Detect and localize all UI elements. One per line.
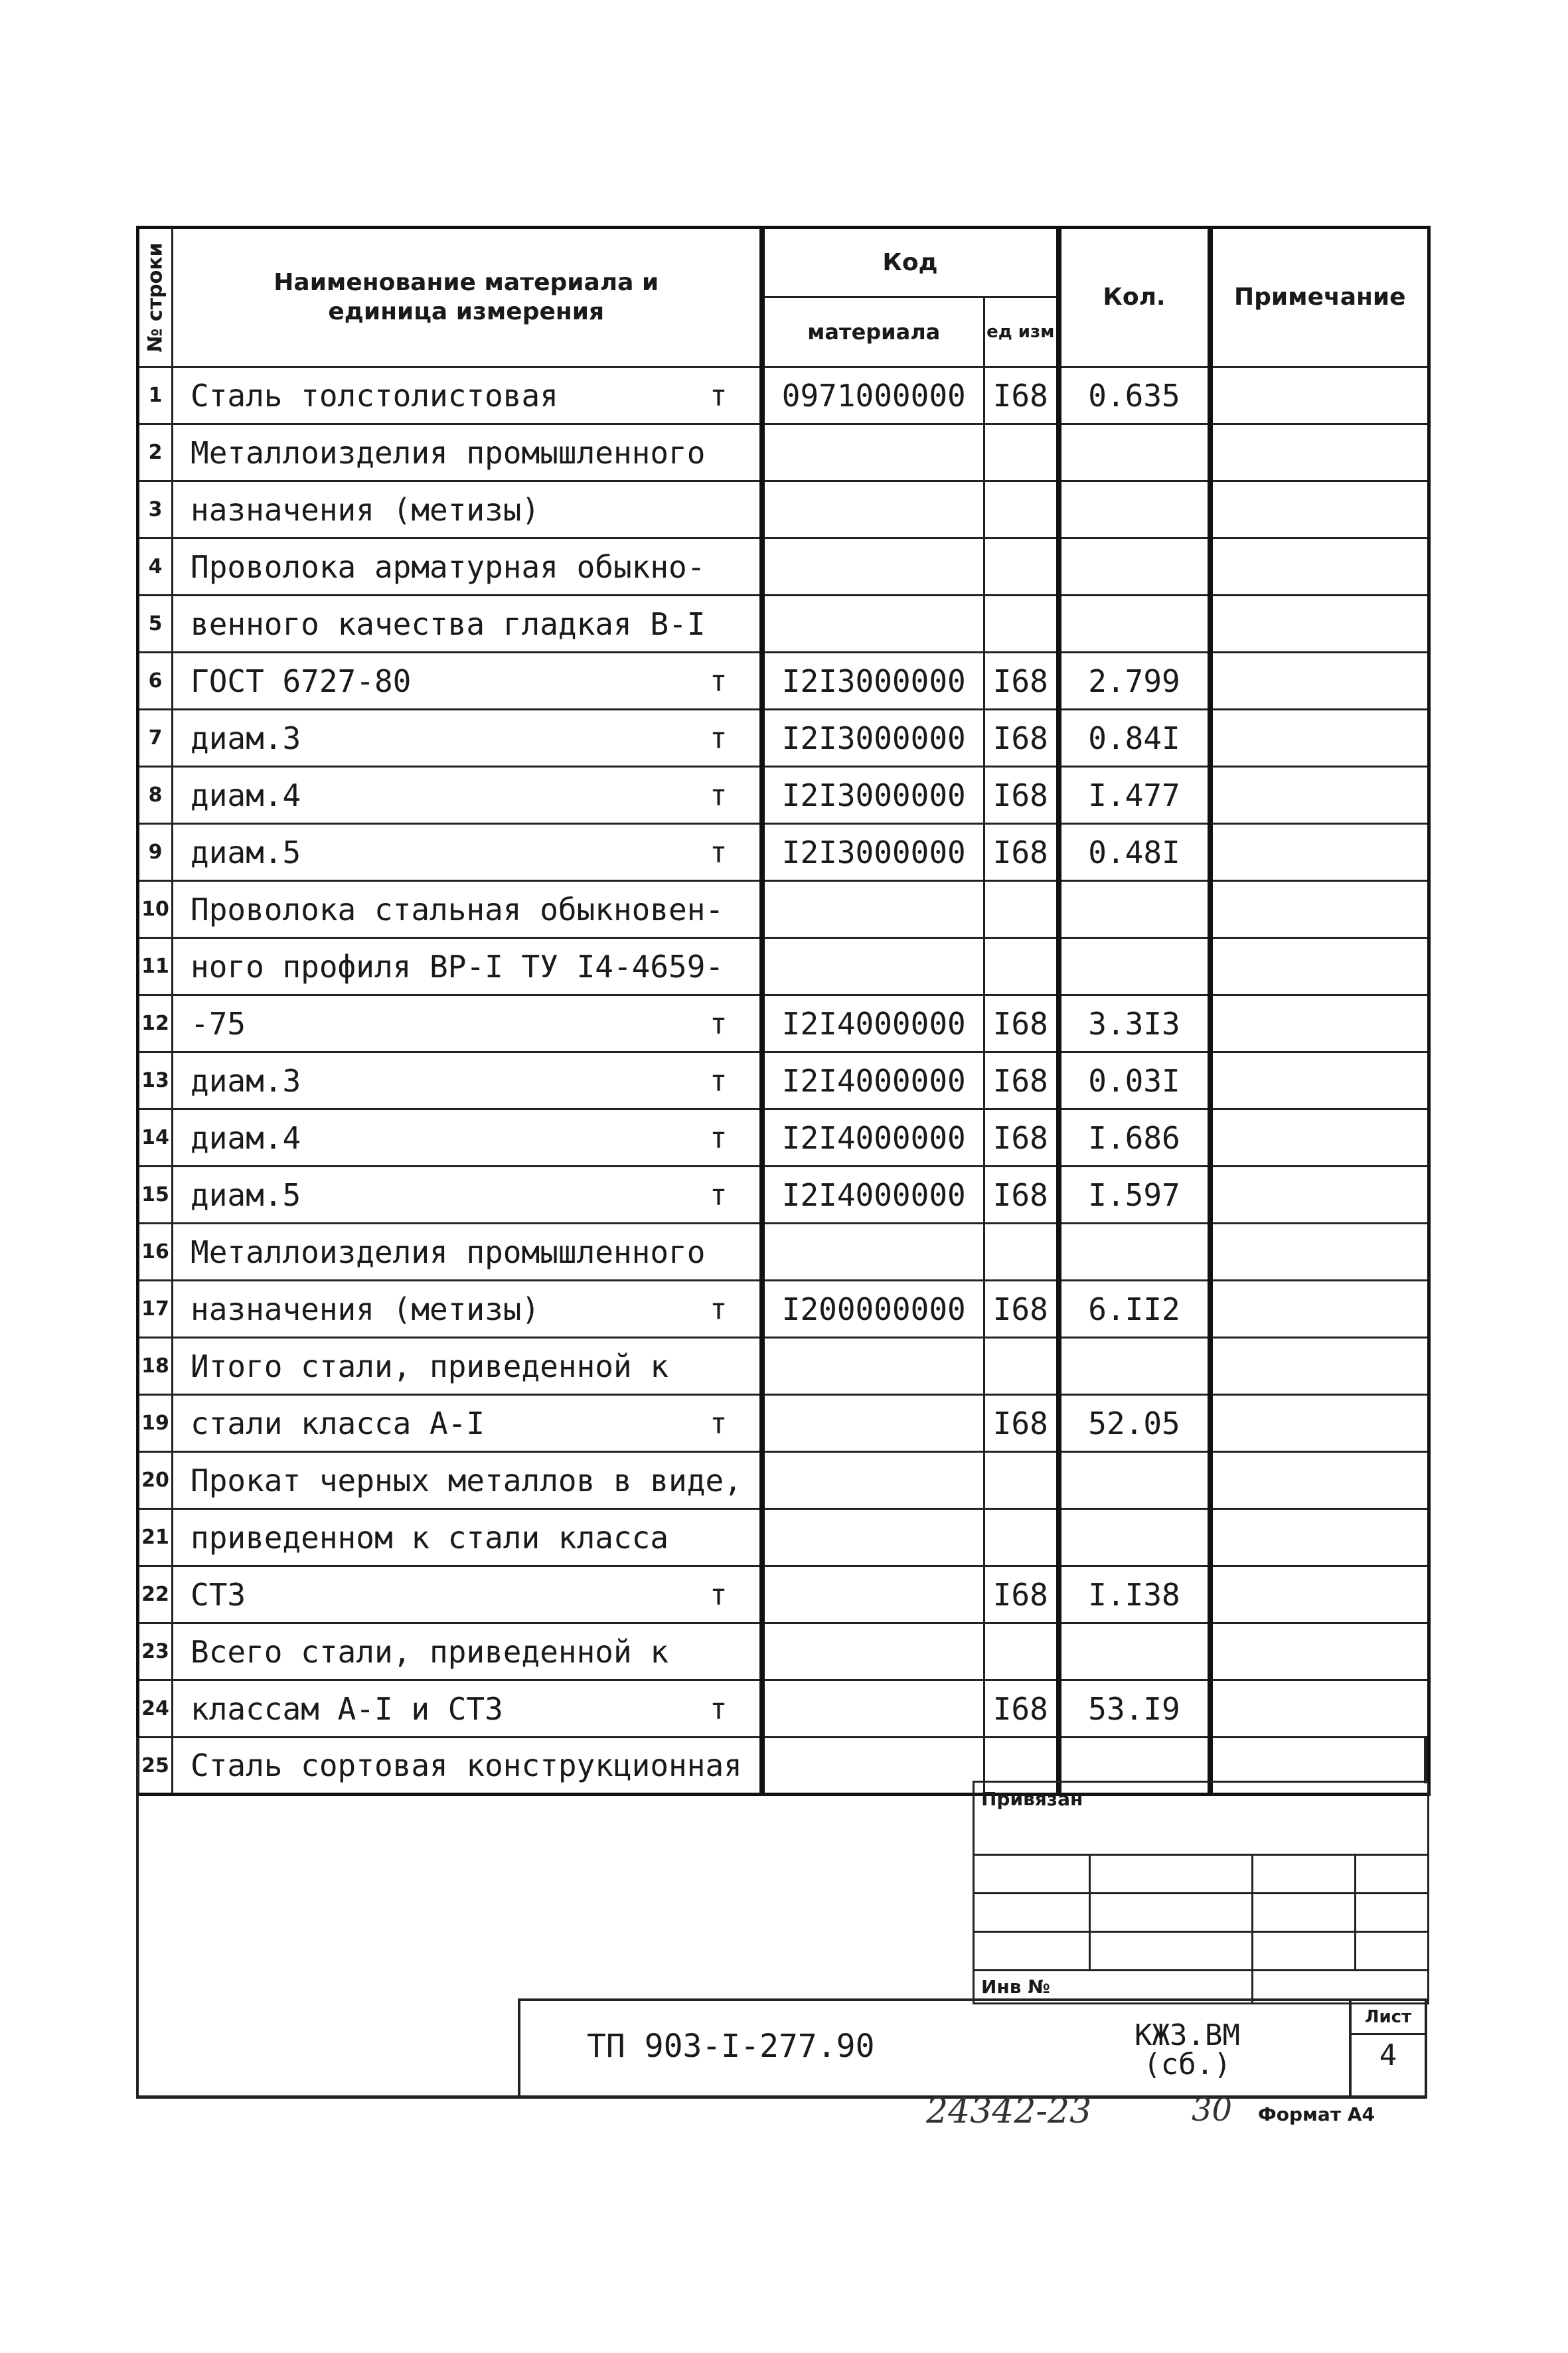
unit-code [984, 1509, 1059, 1566]
quantity: 2.799 [1059, 653, 1210, 710]
material-name-text: назначения (метизы) [191, 491, 540, 528]
table-row [138, 1509, 1429, 1566]
note [1210, 1338, 1429, 1395]
row-number: 16 [138, 1224, 173, 1281]
unit-code: I68 [984, 1052, 1059, 1109]
table-row [138, 767, 1429, 824]
note [1210, 653, 1429, 710]
material-code: I2I3000000 [762, 653, 984, 710]
material-name-text: классам А-I и СТ3 [191, 1690, 503, 1727]
unit-code [984, 1452, 1059, 1509]
material-name [173, 1509, 762, 1566]
material-name-text: диам.5 [191, 1176, 301, 1213]
material-name [173, 481, 762, 538]
note [1210, 1109, 1429, 1167]
row-number: 1 [138, 367, 173, 424]
material-name [173, 1738, 762, 1795]
row-number: 10 [138, 881, 173, 938]
material-unit: т [710, 778, 728, 812]
row-number: 2 [138, 424, 173, 481]
unit-code: I68 [984, 1281, 1059, 1338]
note [1210, 710, 1429, 767]
material-code [762, 881, 984, 938]
row-number: 6 [138, 653, 173, 710]
material-code [762, 938, 984, 995]
material-name-text: -75 [191, 1005, 246, 1042]
material-name-text: Проволока арматурная обыкно- [191, 548, 706, 585]
material-code: I2I3000000 [762, 824, 984, 881]
material-name-text: Сталь толстолистовая [191, 377, 558, 414]
material-name [173, 881, 762, 938]
material-name [173, 1452, 762, 1509]
note [1210, 1167, 1429, 1224]
quantity [1059, 1623, 1210, 1680]
material-name-text: диам.4 [191, 777, 301, 813]
material-name [173, 1109, 762, 1167]
table-row [138, 596, 1429, 653]
material-name-text: Металлоизделия промышленного [191, 434, 706, 471]
material-name [173, 1623, 762, 1680]
material-name-text: СТ3 [191, 1576, 246, 1613]
material-code: I2I4000000 [762, 1109, 984, 1167]
unit-code: I68 [984, 367, 1059, 424]
inventory-number-label: Инв № [974, 1971, 1253, 2004]
quantity [1059, 1338, 1210, 1395]
table-row [138, 653, 1429, 710]
row-number: 15 [138, 1167, 173, 1224]
unit-code: I68 [984, 767, 1059, 824]
note [1210, 1281, 1429, 1338]
row-number: 3 [138, 481, 173, 538]
material-name-text: Металлоизделия промышленного [191, 1234, 706, 1270]
unit-code: I68 [984, 1566, 1059, 1623]
material-name-text: стали класса А-I [191, 1405, 485, 1441]
quantity: 52.05 [1059, 1395, 1210, 1452]
table-row [138, 1167, 1429, 1224]
material-name [173, 1680, 762, 1738]
note [1210, 1623, 1429, 1680]
material-unit: т [710, 1178, 728, 1212]
row-number: 21 [138, 1509, 173, 1566]
row-number: 24 [138, 1680, 173, 1738]
material-code [762, 1623, 984, 1680]
material-name-text: Прокат черных металлов в виде, [191, 1462, 742, 1499]
note [1210, 1452, 1429, 1509]
unit-code [984, 424, 1059, 481]
table-body [138, 367, 1429, 1795]
note [1210, 1680, 1429, 1738]
quantity [1059, 881, 1210, 938]
unit-code: I68 [984, 1680, 1059, 1738]
material-code [762, 1509, 984, 1566]
material-name-text: приведенном к стали класса [191, 1519, 669, 1556]
binding-label: Привязан [974, 1782, 1429, 1855]
material-name [173, 1566, 762, 1623]
table-row [138, 1281, 1429, 1338]
material-code [762, 538, 984, 596]
material-name [173, 1167, 762, 1224]
table-row [138, 538, 1429, 596]
table-row [138, 1338, 1429, 1395]
material-name-text: ГОСТ 6727-80 [191, 663, 412, 699]
quantity [1059, 938, 1210, 995]
table-row [138, 1052, 1429, 1109]
material-code [762, 1566, 984, 1623]
quantity [1059, 596, 1210, 653]
quantity [1059, 481, 1210, 538]
material-unit: т [710, 721, 728, 755]
material-name [173, 995, 762, 1052]
material-name [173, 538, 762, 596]
binding-stamp [973, 1781, 1429, 2004]
note [1210, 1224, 1429, 1281]
material-name-text: диам.3 [191, 720, 301, 756]
material-name [173, 1224, 762, 1281]
materials-table [136, 226, 1431, 1796]
unit-code [984, 938, 1059, 995]
material-name-text: диам.3 [191, 1062, 301, 1099]
header-row-number: № строки [138, 228, 173, 367]
material-code: I2I4000000 [762, 1167, 984, 1224]
unit-code [984, 1224, 1059, 1281]
table-row [138, 1566, 1429, 1623]
row-number: 11 [138, 938, 173, 995]
quantity: 0.84I [1059, 710, 1210, 767]
note [1210, 1395, 1429, 1452]
material-name-text: Всего стали, приведенной к [191, 1633, 669, 1670]
row-number: 8 [138, 767, 173, 824]
unit-code: I68 [984, 1109, 1059, 1167]
quantity: 6.II2 [1059, 1281, 1210, 1338]
note [1210, 424, 1429, 481]
material-unit: т [710, 1007, 728, 1040]
material-name-text: Итого стали, приведенной к [191, 1348, 669, 1384]
note [1210, 824, 1429, 881]
row-number: 17 [138, 1281, 173, 1338]
row-number: 25 [138, 1738, 173, 1795]
material-unit: т [710, 1692, 728, 1726]
header-note: Примечание [1210, 228, 1429, 367]
material-unit: т [710, 378, 728, 412]
row-number: 4 [138, 538, 173, 596]
quantity: I.477 [1059, 767, 1210, 824]
row-number: 9 [138, 824, 173, 881]
table-row [138, 995, 1429, 1052]
note [1210, 367, 1429, 424]
material-name [173, 596, 762, 653]
quantity: 0.48I [1059, 824, 1210, 881]
unit-code: I68 [984, 824, 1059, 881]
material-unit: т [710, 1578, 728, 1611]
quantity: 3.3I3 [1059, 995, 1210, 1052]
material-unit: т [710, 835, 728, 869]
row-number: 5 [138, 596, 173, 653]
material-name-text: назначения (метизы) [191, 1291, 540, 1327]
sheet-number: 4 [1379, 2038, 1397, 2072]
table-row [138, 881, 1429, 938]
page-number: 30 [1192, 2091, 1233, 2129]
quantity [1059, 1452, 1210, 1509]
row-number: 23 [138, 1623, 173, 1680]
row-number: 20 [138, 1452, 173, 1509]
format-label: Формат А4 [1258, 2103, 1375, 2125]
material-name-text: диам.5 [191, 834, 301, 870]
header-material-name: Наименование материала и единица измерения [173, 228, 762, 367]
material-code [762, 596, 984, 653]
table-row [138, 1109, 1429, 1167]
material-name [173, 367, 762, 424]
material-name [173, 1338, 762, 1395]
material-name-text: Проволока стальная обыкновен- [191, 891, 724, 928]
material-code [762, 1680, 984, 1738]
material-code [762, 424, 984, 481]
material-unit: т [710, 1292, 728, 1326]
table-row [138, 1395, 1429, 1452]
note [1210, 481, 1429, 538]
table-row [138, 1623, 1429, 1680]
table-row [138, 1680, 1429, 1738]
title-block [518, 1998, 1427, 2098]
note [1210, 938, 1429, 995]
table-row [138, 481, 1429, 538]
material-name [173, 653, 762, 710]
quantity [1059, 538, 1210, 596]
row-number: 12 [138, 995, 173, 1052]
material-unit: т [710, 664, 728, 698]
material-name-text: диам.4 [191, 1119, 301, 1156]
quantity [1059, 424, 1210, 481]
row-number: 19 [138, 1395, 173, 1452]
material-unit: т [710, 1064, 728, 1097]
table-row [138, 367, 1429, 424]
note [1210, 1052, 1429, 1109]
material-code: I2I3000000 [762, 710, 984, 767]
material-unit: т [710, 1121, 728, 1155]
row-number: 7 [138, 710, 173, 767]
material-code: I2I4000000 [762, 995, 984, 1052]
document-number: ТП 903-I-277.90 [587, 2028, 875, 2065]
material-name [173, 1281, 762, 1338]
material-name [173, 767, 762, 824]
unit-code: I68 [984, 710, 1059, 767]
table-row [138, 1224, 1429, 1281]
material-name-text: ного профиля ВР-I ТУ I4-4659- [191, 948, 724, 985]
unit-code: I68 [984, 1167, 1059, 1224]
table-row [138, 1452, 1429, 1509]
sheet-label: Лист [1352, 2001, 1425, 2035]
note [1210, 881, 1429, 938]
table-row [138, 424, 1429, 481]
material-code [762, 1738, 984, 1795]
header-quantity: Кол. [1059, 228, 1210, 367]
material-code: I2I3000000 [762, 767, 984, 824]
material-code [762, 1224, 984, 1281]
material-code: 0971000000 [762, 367, 984, 424]
material-code [762, 1452, 984, 1509]
archive-number: 24342-23 [926, 2091, 1092, 2131]
quantity [1059, 1224, 1210, 1281]
note [1210, 1509, 1429, 1566]
quantity: I.686 [1059, 1109, 1210, 1167]
sheet-box [1349, 2001, 1425, 2098]
material-name [173, 1395, 762, 1452]
frame-left-rule [136, 1737, 139, 2098]
table-row [138, 824, 1429, 881]
material-code: I200000000 [762, 1281, 984, 1338]
unit-code: I68 [984, 995, 1059, 1052]
material-name [173, 424, 762, 481]
unit-code [984, 881, 1059, 938]
quantity: I.I38 [1059, 1566, 1210, 1623]
quantity: 53.I9 [1059, 1680, 1210, 1738]
unit-code [984, 481, 1059, 538]
unit-code: I68 [984, 1395, 1059, 1452]
material-code [762, 1338, 984, 1395]
unit-code [984, 538, 1059, 596]
material-name [173, 1052, 762, 1109]
row-number: 13 [138, 1052, 173, 1109]
material-code: I2I4000000 [762, 1052, 984, 1109]
row-number: 14 [138, 1109, 173, 1167]
note [1210, 767, 1429, 824]
quantity: 0.03I [1059, 1052, 1210, 1109]
document-code-line1: КЖ3.ВМ [1135, 2018, 1240, 2052]
row-number: 18 [138, 1338, 173, 1395]
header-unit-code: ед изм [984, 297, 1059, 367]
note [1210, 1566, 1429, 1623]
quantity: I.597 [1059, 1167, 1210, 1224]
unit-code [984, 1623, 1059, 1680]
material-code [762, 1395, 984, 1452]
quantity [1059, 1509, 1210, 1566]
material-unit: т [710, 1406, 728, 1440]
material-name-text: венного качества гладкая В-I [191, 606, 706, 642]
note [1210, 538, 1429, 596]
header-code-group: Код [762, 228, 1059, 297]
material-code [762, 481, 984, 538]
table-row [138, 710, 1429, 767]
material-name [173, 710, 762, 767]
header-material-code: материала [762, 297, 984, 367]
document-code [1135, 2018, 1240, 2081]
table-row [138, 938, 1429, 995]
quantity: 0.635 [1059, 367, 1210, 424]
unit-code [984, 1338, 1059, 1395]
note [1210, 995, 1429, 1052]
row-number: 22 [138, 1566, 173, 1623]
material-name [173, 938, 762, 995]
material-name-text: Сталь сортовая конструкционная [191, 1747, 742, 1783]
unit-code: I68 [984, 653, 1059, 710]
document-code-line2: (сб.) [1143, 2048, 1231, 2081]
unit-code [984, 596, 1059, 653]
material-name [173, 824, 762, 881]
note [1210, 596, 1429, 653]
frame-right-rule [1424, 1737, 1427, 1783]
